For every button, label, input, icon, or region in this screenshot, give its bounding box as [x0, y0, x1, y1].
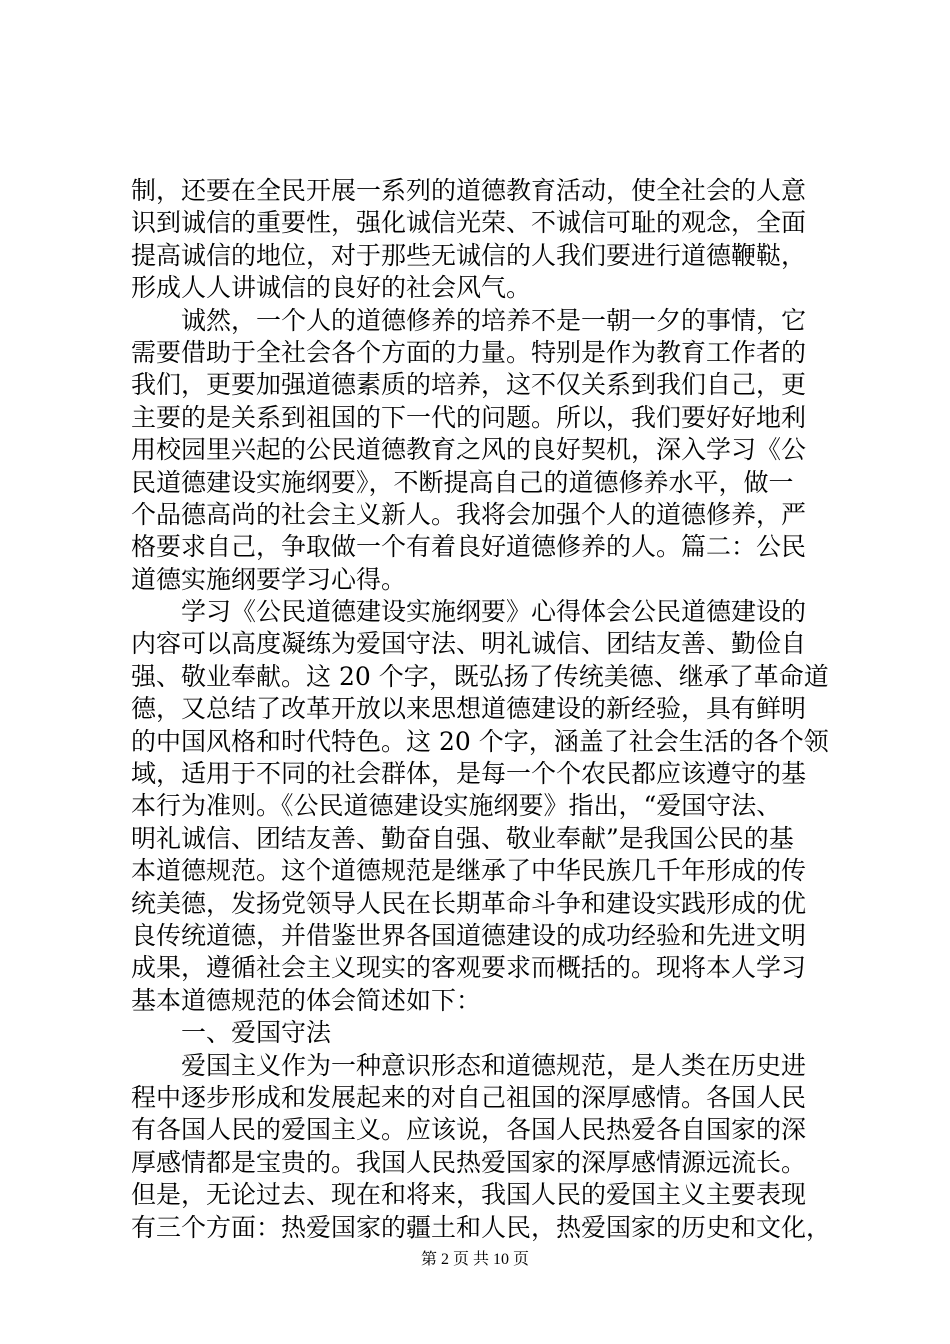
text-line: 有各国人民的爱国主义。应该说，各国人民热爱各自国家的深 — [131, 1115, 807, 1145]
text-line: 需要借助于全社会各个方面的力量。特别是作为教育工作者的 — [131, 337, 807, 367]
text-line: 本行为准则。《公民道德建设实施纲要》指出，“爱国守法、 — [131, 791, 782, 821]
text-line: 我们，更要加强道德素质的培养，这不仅关系到我们自己，更 — [131, 370, 807, 400]
text-line: 本道德规范。这个道德规范是继承了中华民族几千年形成的传 — [131, 856, 807, 886]
text-line: 程中逐步形成和发展起来的对自己祖国的深厚感情。各国人民 — [131, 1082, 807, 1112]
document-body — [131, 175, 832, 1244]
text-line: 域，适用于不同的社会群体，是每一个个农民都应该遵守的基 — [131, 759, 807, 789]
text-line: 统美德，发扬党领导人民在长期革命斗争和建设实践形成的优 — [131, 888, 807, 918]
text-line: 内容可以高度凝练为爱国守法、明礼诚信、团结友善、勤俭自 — [131, 629, 807, 659]
text-line: 个品德高尚的社会主义新人。我将会加强个人的道德修养，严 — [131, 499, 807, 529]
text-line: 道德实施纲要学习心得。 — [131, 564, 407, 594]
text-line: 强、敬业奉献。这 20 个字，既弘扬了传统美德、继承了革命道 — [131, 661, 829, 691]
page-number-footer: 第 2 页 共 10 页 — [420, 1251, 529, 1268]
text-line: 爱国主义作为一种意识形态和道德规范，是人类在历史进 — [131, 1050, 807, 1080]
text-line: 制，还要在全民开展一系列的道德教育活动，使全社会的人意 — [131, 176, 807, 205]
text-line: 成果，遵循社会主义现实的客观要求而概括的。现将本人学习 — [131, 953, 807, 983]
section-heading: 一、爱国守法 — [131, 1018, 332, 1048]
text-line: 良传统道德，并借鉴世界各国道德建设的成功经验和先进文明 — [131, 920, 807, 950]
text-line: 厚感情都是宝贵的。我国人民热爱国家的深厚感情源远流长。 — [131, 1147, 807, 1177]
text-line: 识到诚信的重要性，强化诚信光荣、不诚信可耻的观念，全面 — [131, 208, 807, 238]
text-line: 的中国风格和时代特色。这 20 个字，涵盖了社会生活的各个领 — [131, 726, 829, 756]
text-line: 主要的是关系到祖国的下一代的问题。所以，我们要好好地利 — [131, 402, 807, 432]
text-line: 德，又总结了改革开放以来思想道德建设的新经验，具有鲜明 — [131, 694, 807, 724]
text-line: 形成人人讲诚信的良好的社会风气。 — [131, 273, 532, 303]
text-line: 诚然，一个人的道德修养的培养不是一朝一夕的事情，它 — [131, 305, 807, 335]
text-line: 但是，无论过去、现在和将来，我国人民的爱国主义主要表现 — [131, 1180, 807, 1210]
text-line: 提高诚信的地位，对于那些无诚信的人我们要进行道德鞭鞑， — [131, 240, 807, 270]
text-line: 明礼诚信、团结友善、勤奋自强、敬业奉献”是我国公民的基 — [131, 823, 794, 853]
text-line: 有三个方面：热爱国家的疆土和人民，热爱国家的历史和文化， — [131, 1212, 832, 1242]
text-line: 民道德建设实施纲要》，不断提高自己的道德修养水平，做一 — [131, 467, 794, 497]
text-line: 学习《公民道德建设实施纲要》心得体会公民道德建设的 — [131, 597, 807, 627]
text-line: 基本道德规范的体会简述如下： — [131, 985, 482, 1015]
text-line: 用校园里兴起的公民道德教育之风的良好契机，深入学习《公 — [131, 435, 807, 465]
text-line: 格要求自己，争取做一个有着良好道德修养的人。篇二：公民 — [131, 532, 807, 562]
